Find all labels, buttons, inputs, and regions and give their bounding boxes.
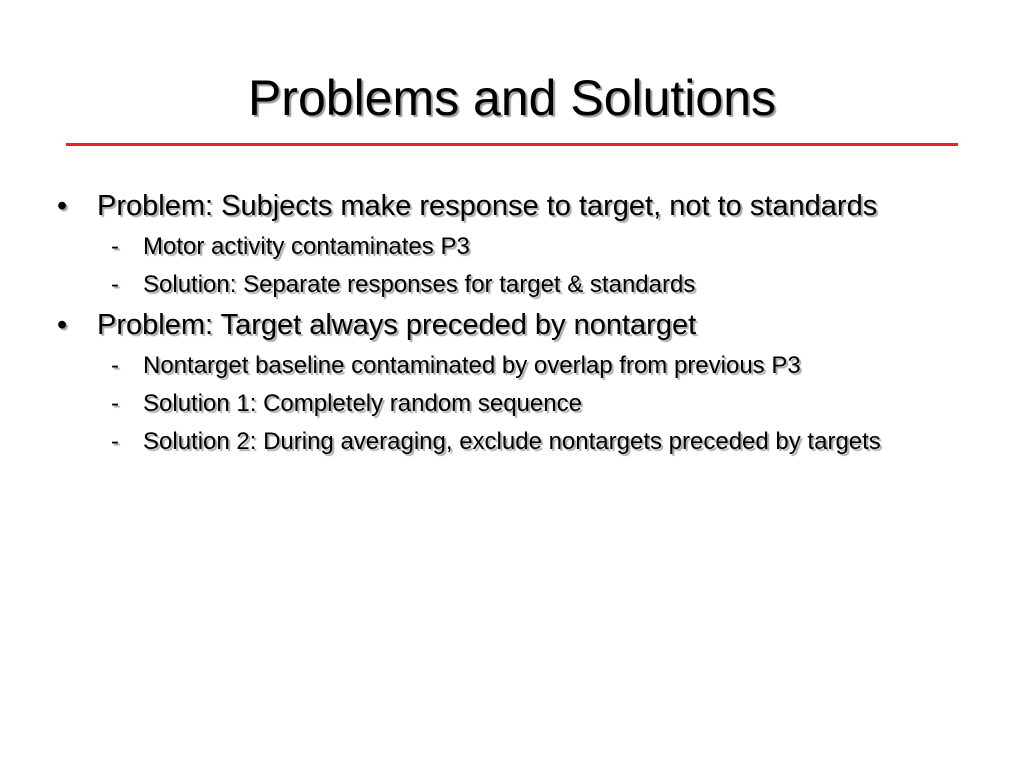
dash-icon: - <box>111 428 119 455</box>
sub-bullet-text: Solution: Separate responses for target & standards <box>143 271 696 298</box>
bullet-dot-icon: • <box>57 190 68 222</box>
sub-bullet-text: Solution 2: During averaging, exclude nontargets preceded by targets <box>143 428 881 455</box>
dash-icon: - <box>111 352 119 379</box>
sub-bullet-item <box>57 427 957 456</box>
sub-bullet-item <box>57 270 957 299</box>
sub-bullet-item <box>57 232 957 261</box>
dash-icon: - <box>111 390 119 417</box>
bullet-list <box>57 190 957 456</box>
sub-bullet-item <box>57 351 957 380</box>
dash-icon: - <box>111 271 119 298</box>
title-divider <box>66 143 958 146</box>
bullet-text: Problem: Target always preceded by nontarget <box>97 309 697 341</box>
bullet-item <box>57 190 957 223</box>
bullet-dot-icon: • <box>57 309 68 341</box>
dash-icon: - <box>111 233 119 260</box>
sub-bullet-text: Nontarget baseline contaminated by overlap from previous P3 <box>143 352 801 379</box>
sub-bullet-item <box>57 389 957 418</box>
bullet-item <box>57 309 957 342</box>
sub-bullet-text: Motor activity contaminates P3 <box>143 233 470 260</box>
sub-bullet-text: Solution 1: Completely random sequence <box>143 390 582 417</box>
bullet-text: Problem: Subjects make response to target, not to standards <box>97 190 878 222</box>
slide-title: Problems and Solutions <box>247 70 777 126</box>
